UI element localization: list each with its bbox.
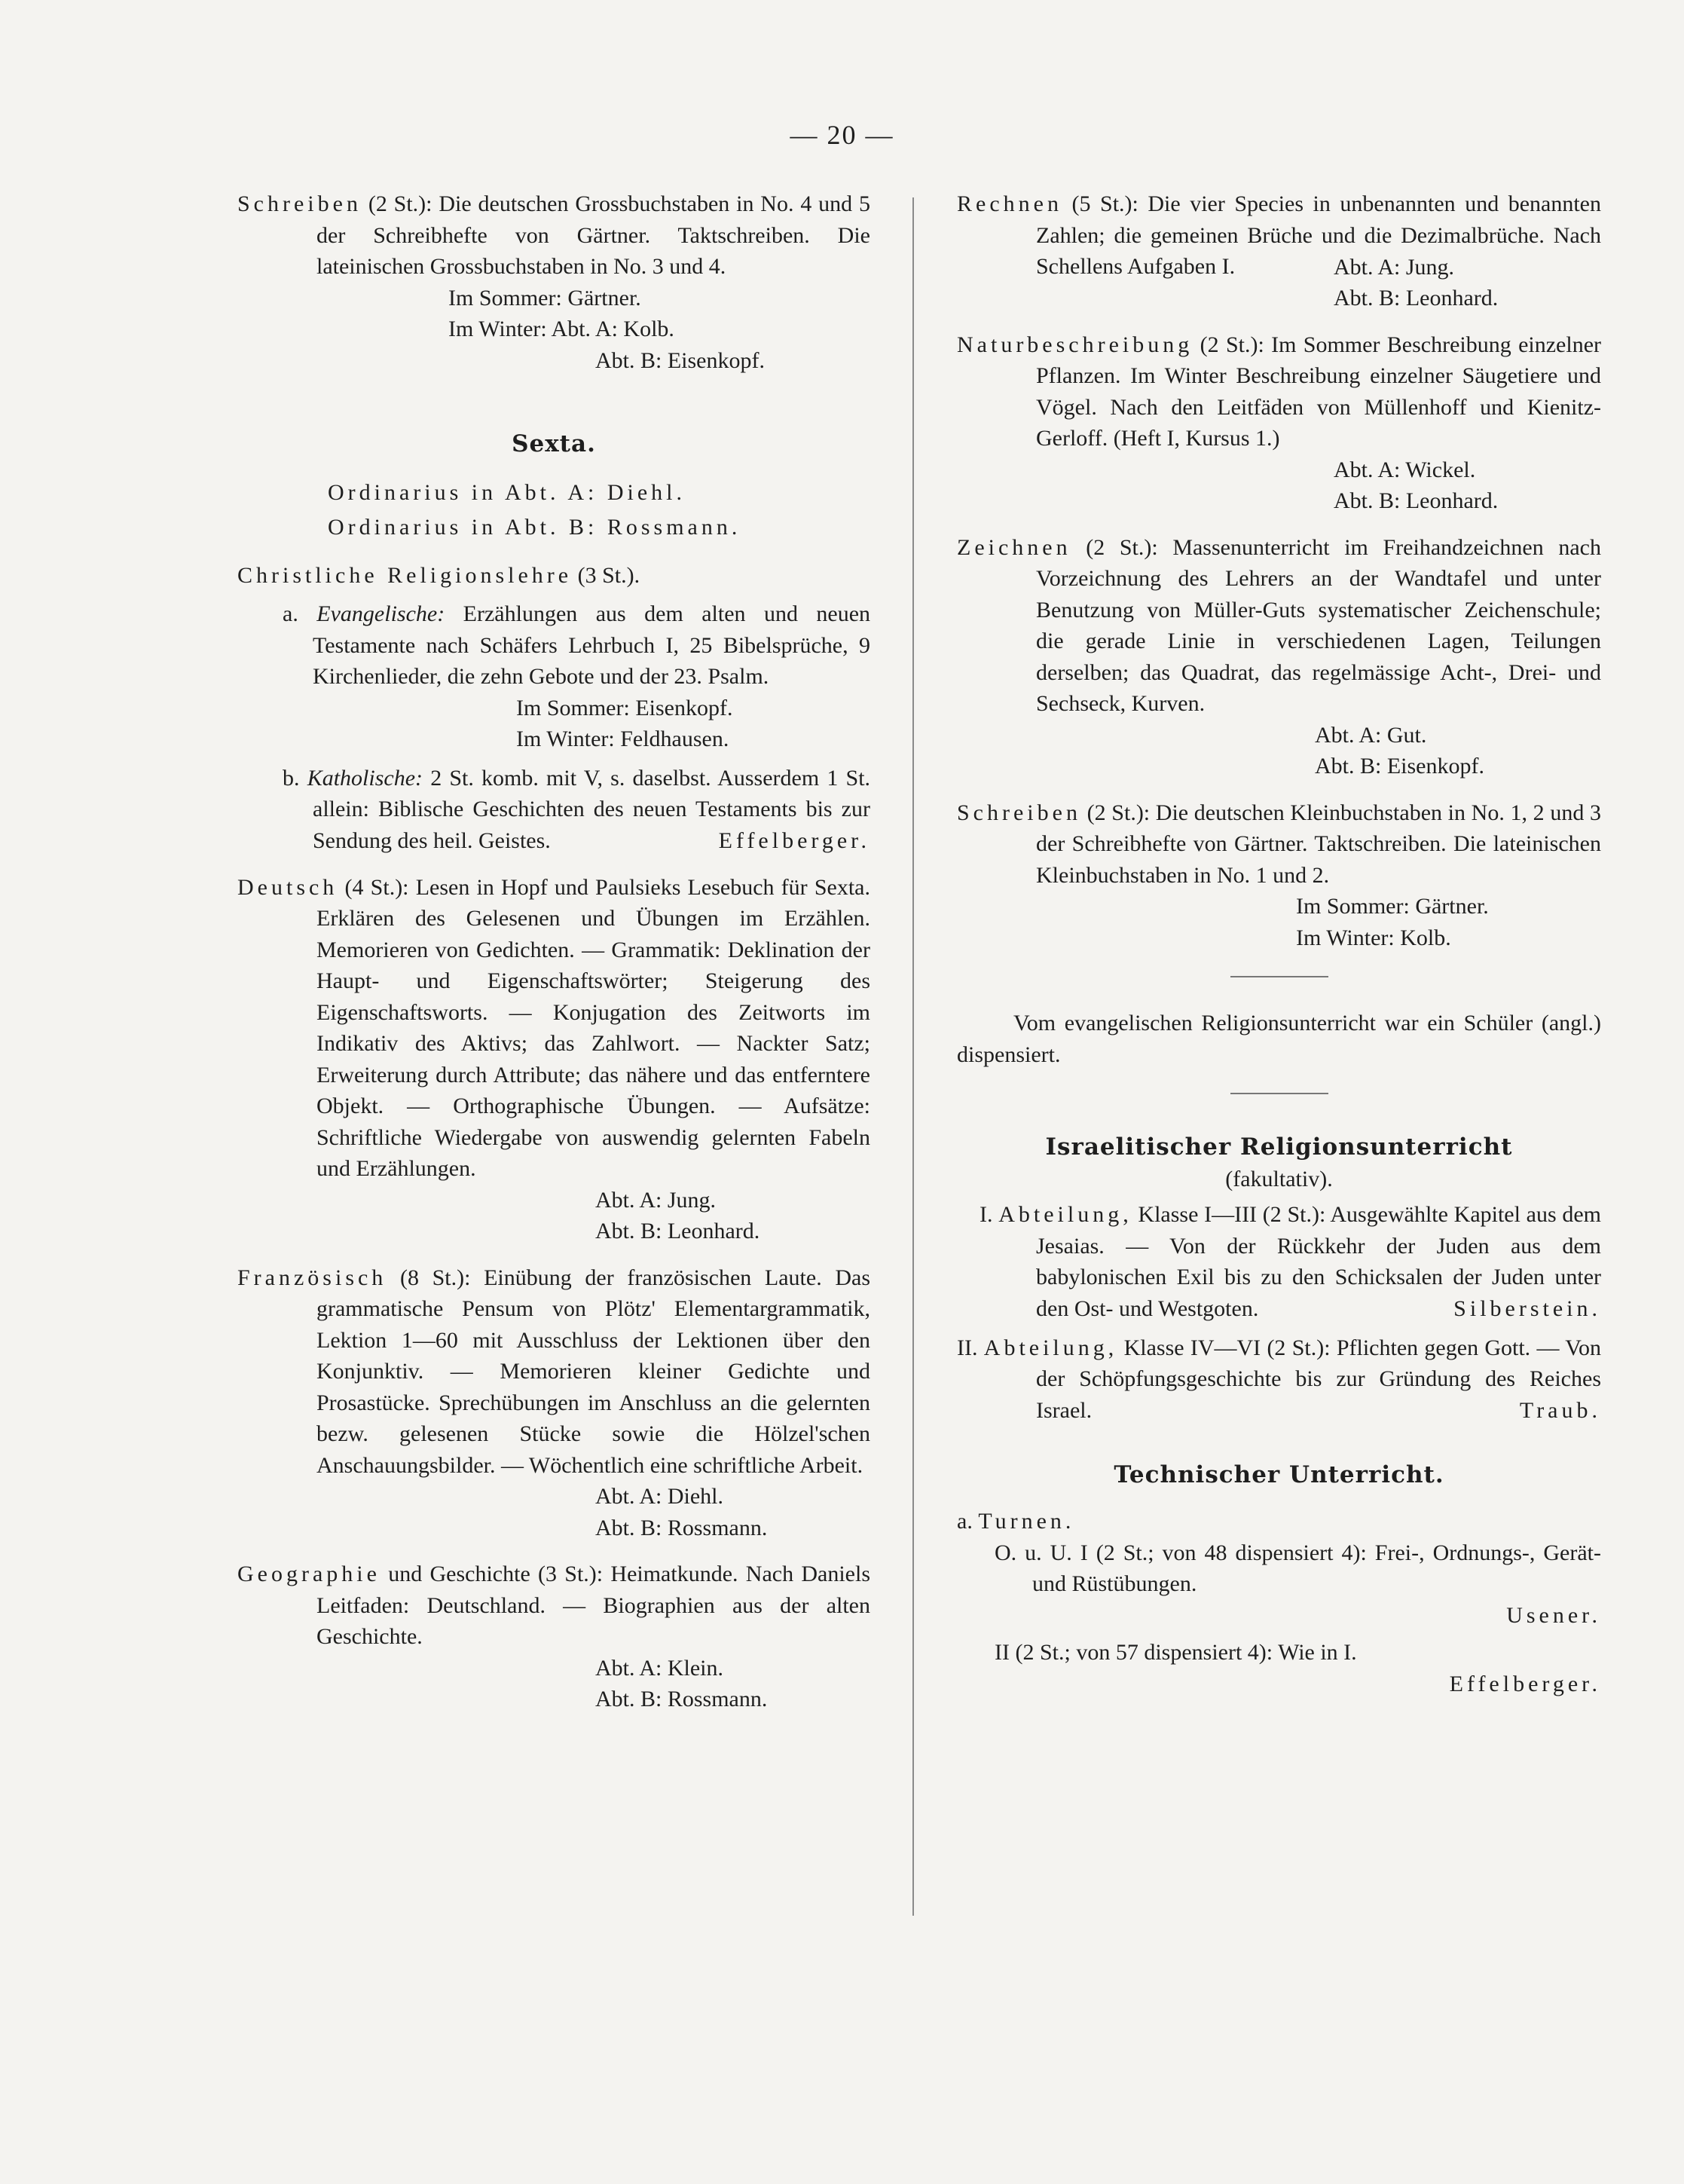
schreiben-right-text: (2 St.): Die deutschen Kleinbuchstaben in No. 1, 2 und 3 der Schreibhefte von Gärtner. Taktschreiben. Die lateinischen Kleinbuchstaben in No. 1 und 2. <box>1036 800 1602 888</box>
franzoesisch-title: Französisch <box>237 1265 387 1290</box>
israel-i-title: Abteilung, <box>998 1202 1132 1227</box>
ordinarius-b: Ordinarius in Abt. B: Rossmann. <box>328 514 741 540</box>
schreiben-right-entry <box>957 797 1601 892</box>
deutsch-entry <box>237 872 870 1185</box>
franzoesisch-abt-a: Abt. A: Diehl. <box>595 1484 723 1509</box>
natur-entry <box>957 329 1601 454</box>
deutsch-title: Deutsch <box>237 874 338 900</box>
turnen-ii: II (2 St.; von 57 dispensiert 4): Wie in I. <box>995 1640 1357 1665</box>
rechnen-title: Rechnen <box>957 191 1062 216</box>
technisch-heading: Technischer Unterricht. <box>1114 1461 1444 1488</box>
israel-heading: Israelitischer Religionsunterricht <box>1045 1133 1513 1161</box>
zeichnen-abt-a: Abt. A: Gut. <box>1315 722 1427 748</box>
schreiben-right-winter: Im Winter: Kolb. <box>1296 925 1451 950</box>
franzoesisch-text: (8 St.): Einübung der französischen Laute. Das grammatische Pensum von Plötz' Elementargrammatik, Lektion 1—60 mit Ausschluss der Lektionen über den Konjunktiv. — Memorieren kleiner Gedichte und Prosastücke. Sprechübungen im Anschluss an die gelernten bezw. gelesenen Stücke sowie die Hölzel'schen Anschauungsbilder. — Wöchentlich eine schriftliche Arbeit. <box>316 1265 870 1478</box>
deutsch-text: (4 St.): Lesen in Hopf und Paulsieks Lesebuch für Sexta. Erklären des Gelesenen und Übungen im Erzählen. Memorieren von Gedichten. — Grammatik: Deklination der Haupt- und Eigenschaftswörter; Steigerung des Eigenschaftsworts. — Konjugation des Zeitworts im Indikativ des Aktivs; das Zahlwort. — Nackter Satz; Erweiterung durch Attribute; das nähere und das entferntere Objekt. — Orthographische Übungen. — Aufsätze: Schriftliche Wiedergabe von auswendig gelernten Fabeln und Erzählungen. <box>316 874 870 1181</box>
geographie-entry <box>237 1558 870 1653</box>
zeichnen-abt-b: Abt. B: Eisenkopf. <box>1315 754 1484 778</box>
zeichnen-title: Zeichnen <box>957 534 1071 560</box>
rechnen-abt-b: Abt. B: Leonhard. <box>1334 286 1499 310</box>
turnen-label: a. <box>957 1509 973 1534</box>
left-column <box>237 188 870 1715</box>
natur-title: Naturbeschreibung <box>957 332 1193 357</box>
schreiben-entry <box>237 188 870 283</box>
schreiben-right-sommer: Im Sommer: Gärtner. <box>1296 894 1489 919</box>
rechnen-text: (5 St.): Die vier Species in unbenannten und benannten Zahlen; die gemeinen Brüche und die Dezimalbrüche. Nach Schellens Aufgaben I. <box>1036 191 1601 279</box>
rechnen-abt-a: Abt. A: Jung. <box>1334 254 1455 280</box>
turnen-o-teacher: Usener. <box>1506 1602 1601 1628</box>
israel-i-teacher: Silberstein. <box>1453 1296 1601 1321</box>
geographie-abt-b: Abt. B: Rossmann. <box>595 1687 768 1711</box>
turnen-line <box>957 1506 1601 1537</box>
geographie-title: Geographie <box>237 1562 381 1586</box>
schreiben-sommer: Im Sommer: Gärtner. <box>448 285 641 310</box>
natur-text: (2 St.): Im Sommer Beschreibung einzelner Pflanzen. Im Winter Beschreibung einzelner Säugetiere und Vögel. Nach den Leitfäden von Müllenhoff und Kienitz-Gerloff. (Heft I, Kursus 1.) <box>1036 332 1602 451</box>
religion-a-text: Erzählungen aus dem alten und neuen Testamente nach Schäfers Lehrbuch I, 25 Bibelsprüche, 9 Kirchenlieder, die zehn Gebote und der 23. Psalm. <box>313 601 871 689</box>
turnen-ii-teacher: Effelberger. <box>1449 1671 1601 1696</box>
israel-ii-text: Klasse IV—VI (2 St.): Pflichten gegen Gott. — Von der Schöpfungsgeschichte bis zur Gründung des Reiches Israel. <box>1036 1335 1602 1423</box>
right-column <box>957 188 1601 1699</box>
religion-hours: (3 St.). <box>577 562 640 588</box>
religion-a <box>237 598 870 693</box>
religion-b-teacher: Effelberger. <box>718 828 870 853</box>
israel-i-text: Klasse I—III (2 St.): Ausgewählte Kapitel aus dem Jesaias. — Von der Rückkehr der Juden aus dem babylonischen Exil bis zu den Schicksalen der Juden unter den Ost- und Westgoten. <box>1036 1202 1601 1321</box>
page-number: — 20 — <box>790 120 894 150</box>
religion-a-winter: Im Winter: Feldhausen. <box>516 726 729 751</box>
religion-title: Christliche Religionslehre <box>237 562 573 588</box>
franzoesisch-abt-b: Abt. B: Rossmann. <box>595 1515 768 1540</box>
religion-entry <box>237 560 870 592</box>
schreiben-winter: Im Winter: Abt. A: Kolb. <box>448 317 674 341</box>
column-divider <box>912 197 914 1916</box>
religion-b-text: 2 St. komb. mit V, s. daselbst. Ausserdem 1 St. allein: Biblische Geschichten des neuen Testaments bis zur Sendung des heil. Geistes. <box>313 765 871 853</box>
israel-ii-title: Abteilung, <box>983 1335 1118 1360</box>
geographie-abt-a: Abt. A: Klein. <box>595 1655 723 1681</box>
sexta-heading: Sexta. <box>512 430 596 457</box>
israel-sub: (fakultativ). <box>1225 1166 1333 1191</box>
natur-abt-a: Abt. A: Wickel. <box>1334 457 1476 482</box>
schreiben-text: (2 St.): Die deutschen Grossbuchstaben in No. 4 und 5 der Schreibhefte von Gärtner. Taktschreiben. Die lateinischen Grossbuchstaben in No. 3 und 4. <box>316 191 871 279</box>
geographie-text: und Geschichte (3 St.): Heimatkunde. Nach Daniels Leitfaden: Deutschland. — Biographien aus der alten Geschichte. <box>316 1562 870 1649</box>
natur-abt-b: Abt. B: Leonhard. <box>1334 488 1499 513</box>
israel-i-label: I. <box>980 1202 993 1227</box>
zeichnen-entry <box>957 532 1601 720</box>
schreiben-title: Schreiben <box>237 191 362 216</box>
deutsch-abt-a: Abt. A: Jung. <box>595 1187 717 1213</box>
religion-a-sommer: Im Sommer: Eisenkopf. <box>516 695 733 720</box>
turnen-o: O. u. U. I (2 St.; von 48 dispensiert 4): Frei-, Ordnungs-, Gerät- und Rüstübungen. <box>995 1540 1601 1596</box>
turnen-title: Turnen. <box>978 1509 1075 1534</box>
israel-ii-teacher: Traub. <box>1519 1398 1601 1423</box>
schreiben-right-title: Schreiben <box>957 800 1081 825</box>
franzoesisch-entry <box>237 1262 870 1482</box>
deutsch-abt-b: Abt. B: Leonhard. <box>595 1219 760 1243</box>
religion-b-italic: Katholische: <box>307 765 423 791</box>
religion-a-label: a. <box>283 601 298 626</box>
dispens-note: Vom evangelischen Religionsunterricht war ein Schüler (angl.) dispensiert. <box>957 1011 1601 1067</box>
religion-b-label: b. <box>283 765 300 791</box>
zeichnen-text: (2 St.): Massenunterricht im Freihandzeichnen nach Vorzeichnung des Lehrers an der Wandtafel und unter Benutzung von Müller-Guts systematischer Zeichenschule; die gerade Linie in verschiedenen Lagen, Teilungen derselben; das Quadrat, das regelmässige Acht-, Drei- und Sechseck, Kurven. <box>1036 534 1601 716</box>
schreiben-abt-b: Abt. B: Eisenkopf. <box>595 347 765 373</box>
religion-a-italic: Evangelische: <box>316 601 445 626</box>
ordinarius-a: Ordinarius in Abt. A: Diehl. <box>328 479 686 505</box>
israel-ii-label: II. <box>957 1335 978 1360</box>
